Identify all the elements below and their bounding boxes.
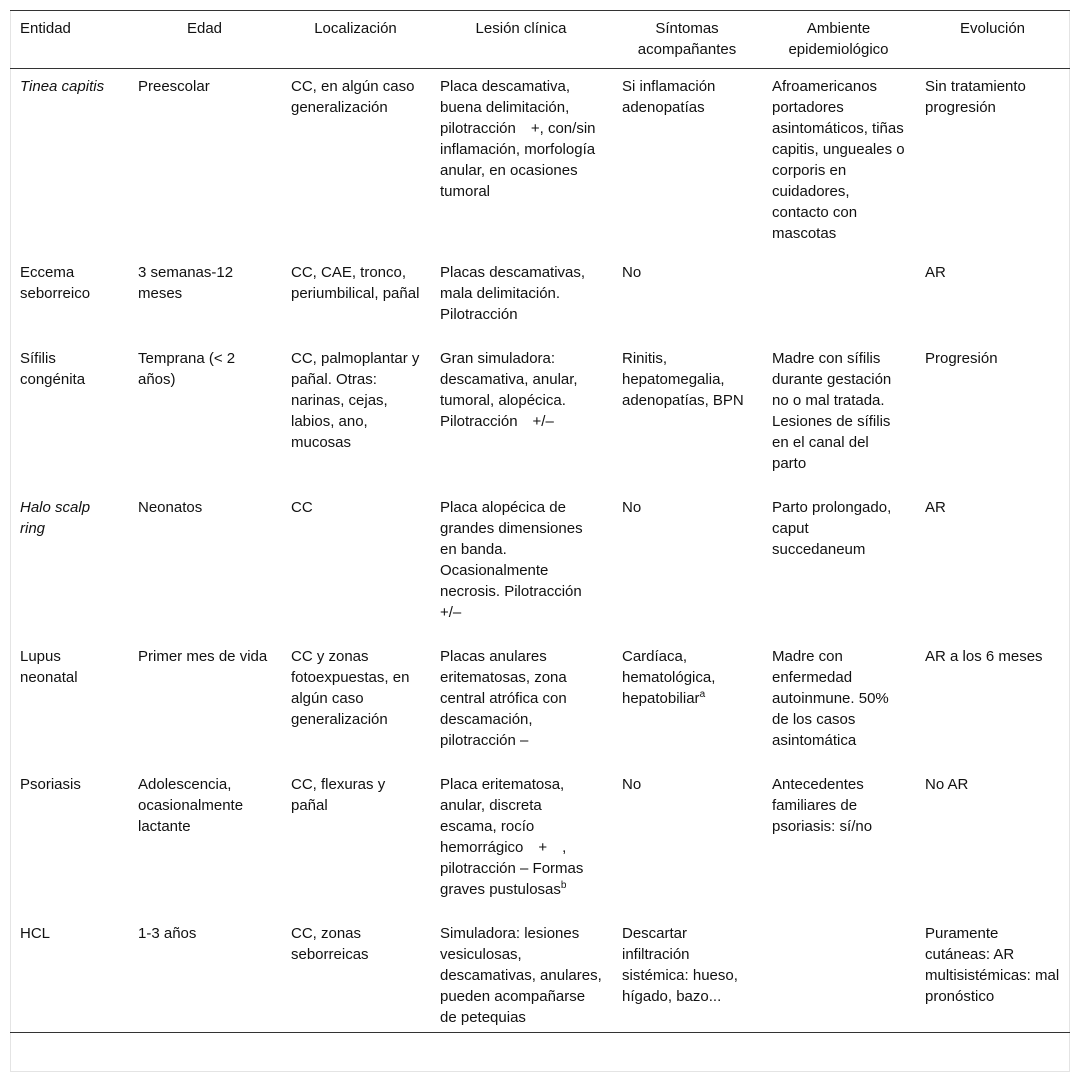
cell-epidemiology: Parto prolongado, caput succedaneum: [772, 498, 892, 558]
cell-age: Preescolar: [138, 78, 210, 95]
header-row: [10, 11, 1070, 69]
cell-location: CC, flexuras y pañal: [291, 775, 386, 814]
cell-symptoms: Descartar infiltración sistémica: hueso, hígado, bazo...: [622, 924, 738, 1005]
cell-entity: Tinea capitis: [20, 78, 105, 95]
lesion-text: Placa eritematosa, anular, discreta escama, rocío hemorrágico + , pilotracción – Formas graves pustulosas: [440, 775, 584, 898]
table-row: [10, 69, 1070, 260]
header-evolucion: Evolución: [959, 20, 1026, 37]
cell-lesion: [430, 772, 612, 921]
cell-entity: Psoriasis: [20, 775, 81, 793]
cell-location: CC: [291, 498, 313, 516]
cell-age: Adolescencia, ocasionalmente lactante: [138, 775, 244, 835]
footnote-marker-b: b: [560, 879, 567, 891]
cell-evolution: No AR: [925, 775, 969, 793]
cell-symptoms: No: [622, 498, 642, 516]
cell-location: CC, en algún caso generalización: [291, 78, 415, 116]
cell-age: Neonatos: [138, 498, 203, 516]
table-row: [10, 495, 1070, 644]
header-ambiente: Ambiente epidemiológico: [788, 20, 889, 58]
cell-age: Primer mes de vida: [138, 647, 268, 665]
cell-entity: Lupus neonatal: [20, 647, 78, 686]
cell-location: CC, CAE, tronco, periumbilical, pañal: [291, 263, 420, 302]
cell-evolution: Progresión: [925, 349, 998, 367]
cell-evolution: Puramente cutáneas: AR multisistémicas: mal pronóstico: [925, 924, 1060, 1005]
table-row: [10, 644, 1070, 772]
cell-location: CC, palmoplantar y pañal. Otras: narinas, cejas, labios, ano, mucosas: [291, 349, 420, 451]
cell-lesion: Gran simuladora: descamativa, anular, tumoral, alopécica. Pilotracción +/–: [440, 349, 578, 430]
cell-age: 1-3 años: [138, 924, 197, 942]
cell-entity: Sífilis congénita: [20, 349, 86, 388]
cell-evolution: Sin tratamiento progresión: [925, 78, 1026, 116]
symptoms-text: Cardíaca, hematológica, hepatobiliar: [622, 647, 716, 707]
cell-epidemiology: Madre con sífilis durante gestación no o mal tratada. Lesiones de sífilis en el canal del parto: [772, 349, 892, 472]
cell-symptoms: No: [622, 263, 642, 281]
cell-epidemiology: Antecedentes familiares de psoriasis: sí/no: [772, 775, 873, 835]
header-entidad: Entidad: [20, 20, 71, 37]
cell-evolution: AR: [925, 498, 946, 516]
cell-evolution: AR: [925, 263, 946, 281]
cell-entity: HCL: [20, 924, 51, 942]
cell-age: 3 semanas-12 meses: [138, 263, 234, 302]
header-localizacion: Localización: [314, 20, 397, 37]
cell-entity: Halo scalp ring: [20, 498, 91, 537]
cell-lesion: Placas anulares eritematosas, zona central atrófica con descamación, pilotracción –: [440, 647, 567, 749]
cell-epidemiology: Afroamericanos portadores asintomáticos, tiñas capitis, ungueales o corporis en cuidadores, contacto con mascotas: [772, 78, 905, 242]
cell-age: Temprana (< 2 años): [138, 349, 236, 388]
differential-diagnosis-table: [10, 10, 1070, 1033]
cell-lesion: Placa alopécica de grandes dimensiones en banda. Ocasionalmente necrosis. Pilotracción +/–: [440, 498, 597, 621]
table-row: [10, 921, 1070, 1033]
cell-lesion: Simuladora: lesiones vesiculosas, descamativas, anulares, pueden acompañarse de petequias: [440, 924, 602, 1026]
footnote-marker-a: a: [699, 688, 706, 700]
header-edad: Edad: [186, 20, 223, 37]
cell-epidemiology: Madre con enfermedad autoinmune. 50% de los casos asintomática: [772, 647, 889, 749]
cell-symptoms: No: [622, 775, 642, 793]
cell-evolution: AR a los 6 meses: [925, 647, 1043, 665]
cell-lesion: Placa descamativa, buena delimitación, pilotracción +, con/sin inflamación, morfología anular, en ocasiones tumoral: [440, 78, 596, 200]
table-row: [10, 346, 1070, 495]
cell-location: CC y zonas fotoexpuestas, en algún caso generalización: [291, 647, 410, 728]
header-lesion-clinica: Lesión clínica: [475, 20, 567, 37]
table-row: [10, 772, 1070, 921]
cell-symptoms: [612, 644, 762, 772]
cell-symptoms: Rinitis, hepatomegalia, adenopatías, BPN: [622, 349, 744, 409]
cell-lesion: Placas descamativas, mala delimitación. Pilotracción: [440, 263, 586, 323]
cell-epidemiology: [762, 921, 915, 1033]
cell-location: CC, zonas seborreicas: [291, 924, 369, 963]
cell-entity: Eccema seborreico: [20, 263, 91, 302]
table-row: [10, 260, 1070, 346]
header-sintomas: Síntomas acompañantes: [637, 20, 737, 58]
cell-symptoms: Si inflamación adenopatías: [622, 78, 716, 116]
cell-epidemiology: [762, 260, 915, 346]
